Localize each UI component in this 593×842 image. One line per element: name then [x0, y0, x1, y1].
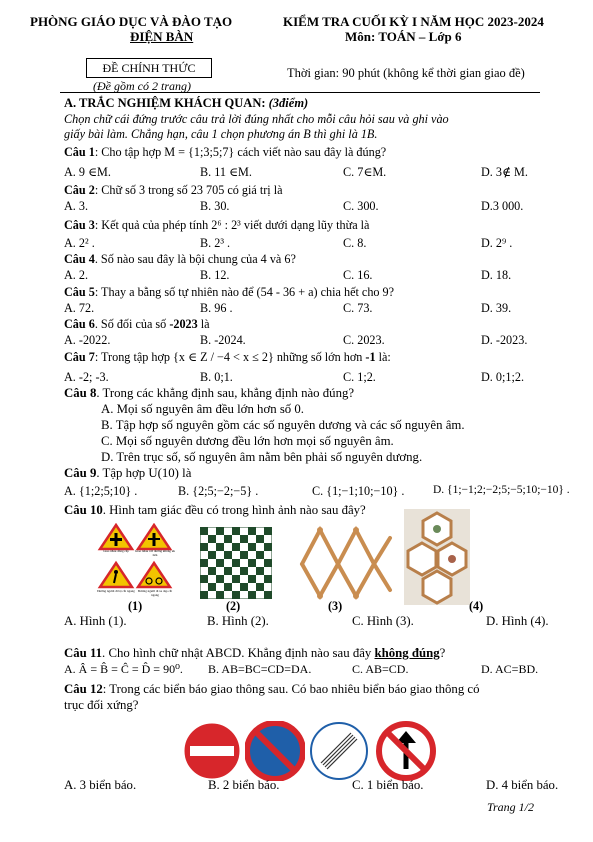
q11-tail: ?	[439, 646, 446, 660]
q12-option-b[interactable]: B. 2 biển báo.	[208, 778, 280, 792]
q2-option-a[interactable]: A. 3.	[64, 199, 89, 213]
q6-option-c[interactable]: C. 2023.	[343, 333, 385, 347]
q8-label: Câu 8	[64, 386, 97, 400]
q10-option-a[interactable]: A. Hình (1).	[64, 614, 127, 628]
instruction-line-2: giấy bài làm. Chẳng hạn, câu 1 chọn phương án B thì ghi là 1B.	[64, 127, 378, 141]
q10-label: Câu 10	[64, 503, 103, 517]
q7-option-b[interactable]: B. 0;1.	[200, 370, 233, 384]
question-10	[64, 503, 366, 517]
question-7	[64, 350, 391, 364]
page-number: Trang 1/2	[487, 800, 535, 814]
q12-option-d[interactable]: D. 4 biển báo.	[486, 778, 559, 792]
q8-option-b[interactable]: B. Tập hợp số nguyên gồm các số nguyên dương và các số nguyên âm.	[101, 418, 465, 432]
q10-option-d[interactable]: D. Hình (4).	[486, 614, 549, 628]
q7-text: : Trong tập hợp {x ∈ Z / −4 < x ≤ 2} những số lớn hơn	[94, 350, 366, 364]
hexagon-shelves-graphic	[404, 509, 470, 605]
q6-text: . Số đối của số	[94, 317, 170, 331]
image-warning-signs	[96, 523, 176, 599]
q11-option-d[interactable]: D. AC=BD.	[481, 662, 539, 676]
q5-option-b[interactable]: B. 96 .	[200, 301, 233, 315]
q11-text: . Cho hình chữ nhật ABCD. Khẳng định nào sau đây	[102, 646, 375, 660]
no-entry-sign	[182, 721, 242, 785]
q4-text: . Số nào sau đây là bội chung của 4 và 6?	[94, 252, 296, 266]
q7-option-d[interactable]: D. 0;1;2.	[481, 370, 524, 384]
q6-option-d[interactable]: D. -2023.	[481, 333, 528, 347]
official-badge	[86, 58, 212, 78]
sign-caption-1: Giao nhau đồng cấp	[103, 549, 129, 553]
warning-sign-crossroads	[100, 525, 132, 549]
section-title	[64, 96, 308, 111]
district-name: ĐIỆN BÀN	[130, 29, 194, 44]
q3-option-c[interactable]: C. 8.	[343, 236, 367, 250]
q5-option-a[interactable]: A. 72.	[64, 301, 95, 315]
image-label-1: (1)	[128, 599, 143, 613]
q1-text: : Cho tập hợp M = {1;3;5;7} cách viết nào sau đây là đúng?	[94, 145, 387, 159]
checkerboard-graphic	[200, 527, 272, 599]
official-label: ĐỀ CHÍNH THỨC	[102, 61, 196, 75]
q5-option-d[interactable]: D. 39.	[481, 301, 512, 315]
q2-text: : Chữ số 3 trong số 23 705 có giá trị là	[94, 183, 283, 197]
end-of-restriction-sign-graphic	[309, 721, 369, 781]
q4-label: Câu 4	[64, 252, 95, 266]
warning-sign-priority	[138, 525, 170, 549]
sign-caption-4: Đường người đi xe đạp cắt ngang	[137, 589, 173, 597]
q4-option-b[interactable]: B. 12.	[200, 268, 230, 282]
accordion-rack-graphic	[298, 524, 394, 600]
q1-option-d[interactable]: D. 3∉ M.	[481, 165, 528, 179]
q2-option-c[interactable]: C. 300.	[343, 199, 379, 213]
image-hexagon-shelves	[404, 509, 470, 605]
q8-option-a[interactable]: A. Mọi số nguyên âm đều lớn hơn số 0.	[101, 402, 304, 416]
question-1	[64, 145, 386, 159]
q5-label: Câu 5	[64, 285, 95, 299]
question-3	[64, 218, 369, 232]
q7-number: -1	[365, 350, 376, 364]
header-divider	[60, 92, 540, 93]
q3-option-b[interactable]: B. 2³ .	[200, 236, 231, 250]
warning-sign-pedestrian	[100, 563, 132, 587]
q1-option-b[interactable]: B. 11 ∈M.	[200, 165, 252, 179]
q1-option-a[interactable]: A. 9 ∈M.	[64, 165, 111, 179]
question-2	[64, 183, 283, 197]
q8-text: . Trong các khẳng định sau, khẳng định nào đúng?	[96, 386, 355, 400]
q9-text: . Tập hợp U(10) là	[96, 466, 192, 480]
q10-option-c[interactable]: C. Hình (3).	[352, 614, 414, 628]
q5-option-c[interactable]: C. 73.	[343, 301, 373, 315]
q11-option-a[interactable]: A. Â = B̂ = Ĉ = D̂ = 90⁰.	[64, 662, 183, 676]
q4-option-c[interactable]: C. 16.	[343, 268, 373, 282]
q9-option-a[interactable]: A. {1;2;5;10} .	[64, 484, 138, 498]
q2-option-b[interactable]: B. 30.	[200, 199, 230, 213]
no-parking-sign-graphic	[245, 721, 305, 781]
question-12	[64, 682, 480, 696]
q4-option-a[interactable]: A. 2.	[64, 268, 89, 282]
q7-option-a[interactable]: A. -2; -3.	[64, 370, 109, 384]
q2-label: Câu 2	[64, 183, 95, 197]
sign-caption-3: Đường người đi bộ cắt ngang	[97, 589, 135, 593]
section-points: (3điểm)	[268, 96, 309, 110]
q6-option-b[interactable]: B. -2024.	[200, 333, 246, 347]
q8-option-c[interactable]: C. Mọi số nguyên dương đều lớn hơn mọi số nguyên âm.	[101, 434, 394, 448]
q6-label: Câu 6	[64, 317, 95, 331]
q7-tail: là:	[375, 350, 391, 364]
warning-sign-bicycle	[138, 563, 170, 587]
image-label-3: (3)	[328, 599, 343, 613]
q11-emphasis: không đúng	[374, 646, 440, 660]
q9-label: Câu 9	[64, 466, 97, 480]
q9-option-b[interactable]: B. {2;5;−2;−5} .	[178, 484, 259, 498]
q7-label: Câu 7	[64, 350, 95, 364]
warning-signs-graphic	[96, 523, 176, 599]
q8-option-d[interactable]: D. Trên trục số, số nguyên âm nằm bên phải số nguyên dương.	[101, 450, 423, 464]
q10-text: . Hình tam giác đều có trong hình ảnh nào sau đây?	[102, 503, 366, 517]
q9-option-d[interactable]: D. {1;−1;2;−2;5;−5;10;−10} .	[433, 484, 570, 496]
no-straight-ahead-sign	[376, 721, 436, 785]
image-label-4: (4)	[469, 599, 484, 613]
q3-option-d[interactable]: D. 2⁹ .	[481, 236, 513, 250]
image-checkerboard	[200, 527, 272, 599]
sign-caption-2: Giao nhau với đường không ưu tiên	[134, 549, 176, 557]
q3-option-a[interactable]: A. 2² .	[64, 236, 95, 250]
q6-number: -2023	[169, 317, 198, 331]
question-9	[64, 466, 191, 480]
q12-text: : Trong các biển báo giao thông sau. Có bao nhiêu biển báo giao thông có	[102, 682, 480, 696]
end-of-restriction-sign	[309, 721, 369, 785]
exam-title: KIỂM TRA CUỐI KỲ I NĂM HỌC 2023-2024	[283, 14, 544, 29]
question-8	[64, 386, 354, 400]
q1-label: Câu 1	[64, 145, 95, 159]
question-5	[64, 285, 394, 299]
q12-option-c[interactable]: C. 1 biển báo.	[352, 778, 424, 792]
q4-option-d[interactable]: D. 18.	[481, 268, 512, 282]
question-6	[64, 317, 210, 331]
q7-option-c[interactable]: C. 1;2.	[343, 370, 376, 384]
q3-label: Câu 3	[64, 218, 95, 232]
exam-subject: Môn: TOÁN – Lớp 6	[345, 29, 462, 44]
question-12-line-2: trục đối xứng?	[64, 698, 139, 712]
q10-option-b[interactable]: B. Hình (2).	[207, 614, 269, 628]
q3-text: : Kết quả của phép tính 2⁶ : 2³ viết dưới dạng lũy thừa là	[94, 218, 370, 232]
image-label-2: (2)	[226, 599, 241, 613]
q5-text: : Thay a bằng số tự nhiên nào để (54 - 36 + a) chia hết cho 9?	[94, 285, 395, 299]
section-title-text: A. TRẮC NGHIỆM KHÁCH QUAN:	[64, 96, 266, 110]
q6-option-a[interactable]: A. -2022.	[64, 333, 111, 347]
q6-tail: là	[197, 317, 210, 331]
question-4	[64, 252, 296, 266]
no-parking-sign	[245, 721, 305, 785]
pages-note: (Đề gồm có 2 trang)	[93, 79, 191, 93]
q2-option-d[interactable]: D.3 000.	[481, 199, 524, 213]
q12-option-a[interactable]: A. 3 biển báo.	[64, 778, 137, 792]
q11-option-b[interactable]: B. AB=BC=CD=DA.	[208, 662, 312, 676]
no-entry-sign-graphic	[182, 721, 242, 781]
instruction-line-1: Chọn chữ cái đứng trước câu trả lời đúng nhất cho mỗi câu hỏi sau và ghi vào	[64, 112, 449, 126]
q11-option-c[interactable]: C. AB=CD.	[352, 662, 409, 676]
image-accordion-rack	[298, 524, 394, 600]
q12-label: Câu 12	[64, 682, 103, 696]
q11-label: Câu 11	[64, 646, 103, 660]
no-straight-ahead-sign-graphic	[376, 721, 436, 781]
question-11	[64, 646, 445, 660]
q1-option-c[interactable]: C. 7∈M.	[343, 165, 387, 179]
q9-option-c[interactable]: C. {1;−1;10;−10} .	[312, 484, 405, 498]
exam-time: Thời gian: 90 phút (không kể thời gian giao đề)	[287, 66, 525, 80]
department-name: PHÒNG GIÁO DỤC VÀ ĐÀO TẠO	[30, 14, 233, 29]
